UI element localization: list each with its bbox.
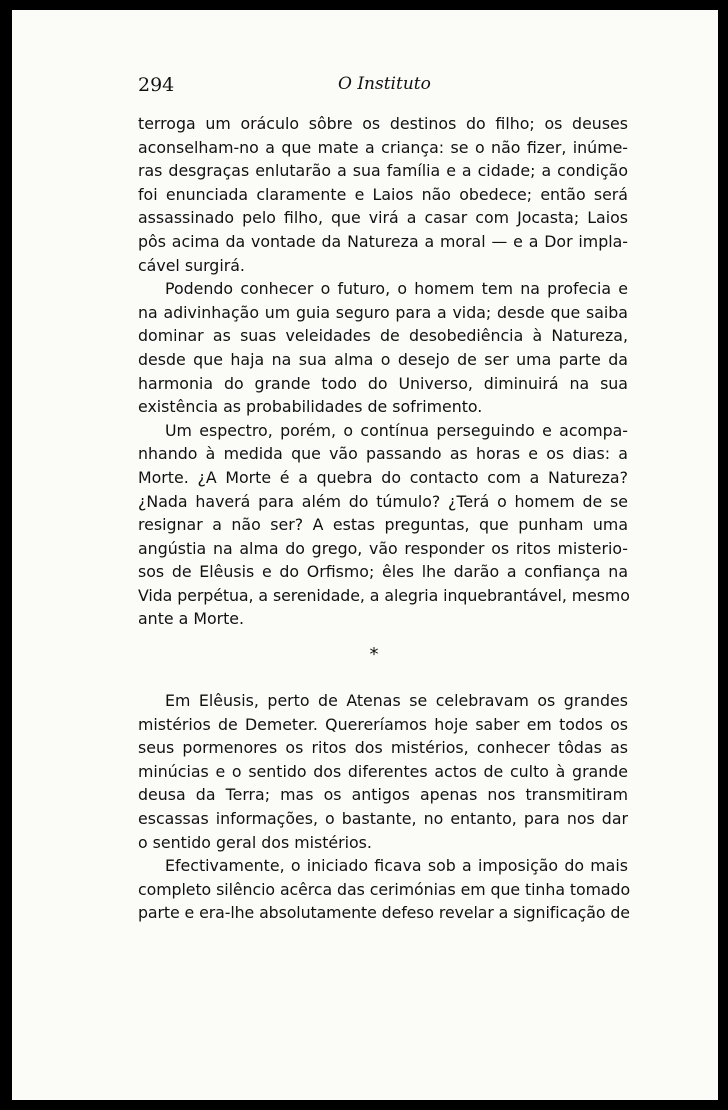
text-line: Efectivamente, o iniciado ficava sob a imposição do mais [165, 856, 628, 876]
text-line: na adivinhação um guia seguro para a vida; desde que saiba [138, 302, 628, 322]
text-line: aconselham-no a que mate a criança: se o não fizer, inúme- [138, 137, 628, 157]
text-line: Um espectro, porém, o contínua perseguindo e acompa- [165, 420, 628, 440]
page-header [138, 74, 616, 102]
separator-spacer [138, 679, 628, 689]
text-line: Em Elêusis, perto de Atenas se celebravam os grandes [165, 691, 628, 711]
text-line: harmonia do grande todo do Universo, diminuirá na sua [138, 373, 628, 393]
paragraph [138, 112, 628, 277]
text-line: cável surgirá. [138, 255, 245, 275]
text-line: ras desgraças enlutarão a sua família e a cidade; a condição [138, 161, 628, 181]
paragraph [138, 419, 628, 631]
text-line: pôs acima da vontade da Natureza a moral — e a Dor impla- [138, 231, 628, 251]
body-text [138, 112, 631, 925]
text-line: mistérios de Demeter. Quereríamos hoje saber em todos os [138, 714, 628, 734]
text-line: seus pormenores os ritos dos mistérios, conhecer tôdas as [138, 738, 628, 758]
text-line: completo silêncio acêrca das cerimónias em que tinha tomado [138, 879, 631, 899]
text-line: existência as probabilidades de sofrimento. [138, 397, 483, 417]
text-line: ante a Morte. [138, 609, 245, 629]
text-line: o sentido geral dos mistérios. [138, 832, 372, 852]
text-line: terroga um oráculo sôbre os destinos do filho; os deuses [138, 114, 628, 133]
text-line: desde que haja na sua alma o desejo de ser uma parte da [138, 349, 628, 369]
text-line: deusa da Terra; mas os antigos apenas nos transmitiram [138, 785, 628, 805]
text-line: parte e era-lhe absolutamente defeso revelar a significação de [138, 903, 630, 923]
text-line: foi enunciada claramente e Laios não obedece; então será [138, 184, 628, 204]
text-line: Vida perpétua, a serenidade, a alegria inquebrantável, mesmo [138, 585, 630, 605]
page-number: 294 [138, 74, 175, 96]
text-line: ¿Nada haverá para além do túmulo? ¿Terá o homem de se [138, 491, 628, 511]
text-line: Podendo conhecer o futuro, o homem tem na profecia e [165, 279, 628, 299]
paragraph [138, 277, 628, 419]
text-line: minúcias e o sentido dos diferentes actos de culto à grande [138, 761, 628, 781]
section-separator: * [369, 644, 379, 666]
text-line: dominar as suas veleidades de desobediência à Natureza, [138, 326, 628, 346]
text-line: Morte. ¿A Morte é a quebra do contacto com a Natureza? [138, 467, 628, 487]
text-line: sos de Elêusis e do Orfismo; êles lhe darão a confiança na [138, 562, 628, 582]
text-line: escassas informações, o bastante, no entanto, para nos dar [138, 809, 628, 829]
text-line: resignar a não ser? A estas preguntas, que punham uma [138, 515, 628, 535]
running-title: O Instituto [338, 74, 431, 94]
paragraph [138, 689, 628, 854]
text-line: assassinado pelo filho, que virá a casar com Jocasta; Laios [138, 208, 628, 228]
paragraph [138, 854, 631, 925]
text-line: nhando à medida que vão passando as horas e os dias: a [138, 444, 628, 464]
text-line: angústia na alma do grego, vão responder os ritos misterio- [138, 538, 628, 558]
